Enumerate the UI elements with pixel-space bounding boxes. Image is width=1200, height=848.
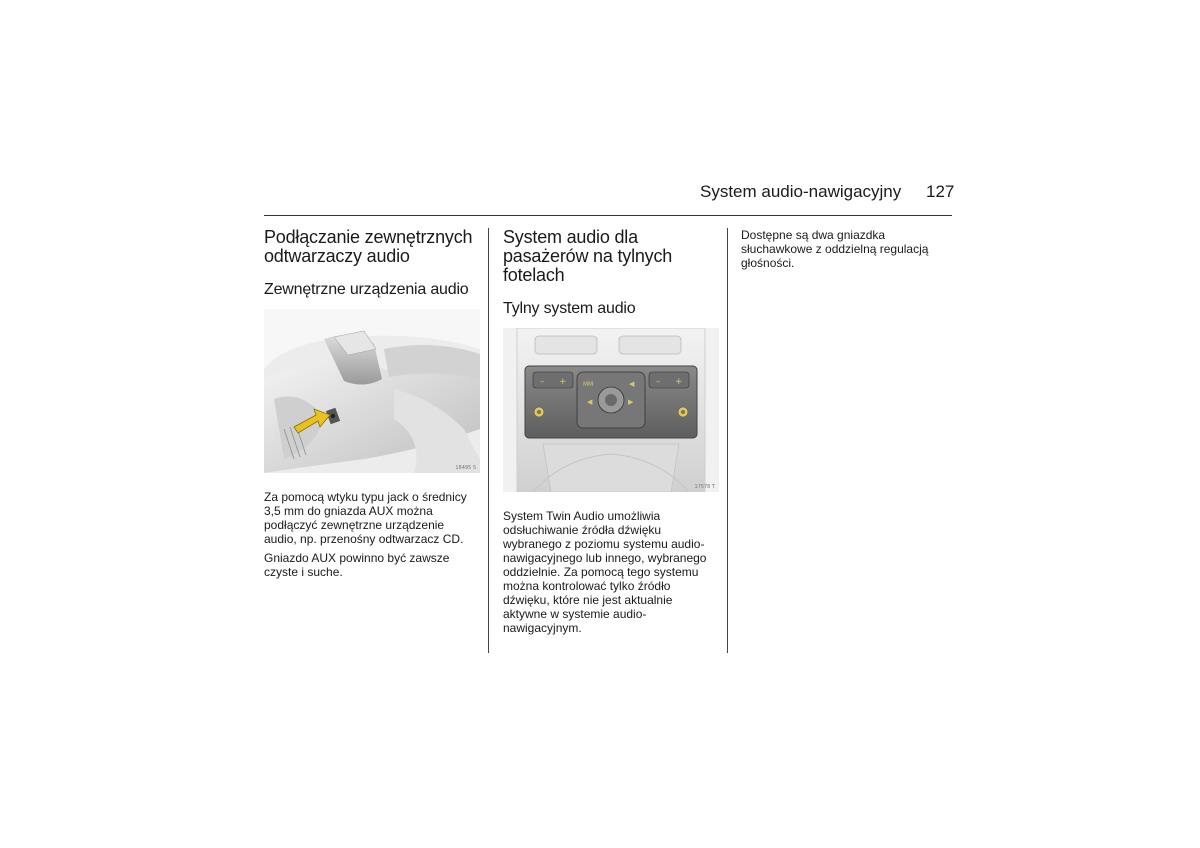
header-title: System audio-nawigacyjny	[700, 182, 902, 201]
aux-socket-illustration	[264, 309, 480, 473]
column-aux	[264, 228, 480, 579]
svg-text:MM: MM	[583, 381, 594, 388]
section-heading-rear-audio: System audio dla pasażerów na tylnych fotelach	[503, 227, 673, 285]
subheading-external-devices: Zewnętrzne urządzenia audio	[264, 281, 469, 298]
column-headphones	[741, 228, 953, 270]
page-number: 127	[926, 182, 955, 201]
paragraph-twin-audio: System Twin Audio umożliwia odsłuchiwanie źródła dźwięku wybranego z poziomu systemu audio-nawigacyjnego lub innego, wybranego oddzielnie. Za pomocą tego systemu można kontrolować tylko źródło dźwięku, które nie jest aktualnie aktywne w systemie audio-nawigacyjnym.	[503, 509, 707, 635]
subheading-rear-system: Tylny system audio	[503, 300, 636, 317]
column-divider-1	[488, 228, 489, 653]
svg-text:–: –	[656, 377, 661, 387]
rear-audio-panel-illustration	[503, 328, 719, 492]
svg-text:+: +	[559, 377, 567, 387]
column-divider-2	[727, 228, 728, 653]
header-rule	[264, 215, 952, 216]
figure-code: 18495 S	[455, 465, 476, 471]
paragraph-headphone-sockets: Dostępne są dwa gniazdka słuchawkowe z oddzielną regulacją głośności.	[741, 228, 929, 270]
paragraph-aux-clean: Gniazdo AUX powinno być zawsze czyste i suche.	[264, 551, 450, 579]
svg-text:–: –	[540, 377, 545, 387]
column-rear-audio	[503, 228, 719, 635]
figure-code: 17578 T	[694, 484, 715, 490]
svg-text:+: +	[675, 377, 683, 387]
svg-text:▶: ▶	[628, 398, 634, 406]
section-heading-aux: Podłączanie zewnętrznych odtwarzaczy audio	[264, 227, 473, 266]
paragraph-aux-connection: Za pomocą wtyku typu jack o średnicy 3,5 mm do gniazda AUX można podłączyć zewnętrzne urządzenie audio, np. przenośny odtwarzacz CD.	[264, 490, 467, 546]
svg-text:◀: ◀	[587, 398, 593, 406]
svg-text:◀: ◀	[629, 380, 635, 388]
